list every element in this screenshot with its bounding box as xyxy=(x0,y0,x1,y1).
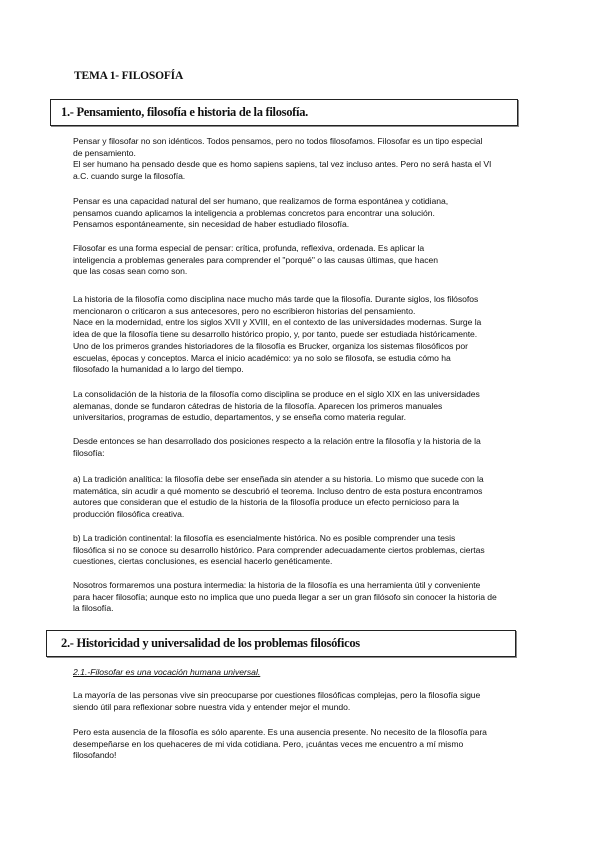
paragraph xyxy=(73,533,533,568)
paragraph xyxy=(73,436,533,459)
text-line: de pensamiento. xyxy=(73,147,136,158)
section-2-heading: 2.- Historicidad y universalidad de los problemas filosóficos xyxy=(46,630,516,657)
text-line: alemanas, donde se fundaron cátedras de historia de la filosofía. Aparecen los primeros manuales xyxy=(73,400,443,411)
text-line: cuestiones, ciertas conclusiones, es esencial hacerlo genéticamente. xyxy=(73,556,333,567)
paragraph xyxy=(73,474,533,521)
text-line: universitarios, programas de estudio, departamentos, y se enseña como materia regular. xyxy=(73,412,406,423)
text-line: idea de que la filosofía tiene su desarrollo histórico propio, y, por tanto, puede ser estudiada históricamente. xyxy=(73,329,478,340)
paragraph xyxy=(73,136,533,183)
text-line: El ser humano ha pensado desde que es homo sapiens sapiens, tal vez incluso antes. Pero no será hasta el VI xyxy=(73,159,492,170)
text-line: La mayoría de las personas vive sin preocuparse por cuestiones filosóficas complejas, pero la filosofía sigue xyxy=(73,690,481,700)
paragraph xyxy=(73,196,533,231)
text-line: que las cosas sean como son. xyxy=(73,266,188,277)
text-line: para hacer filosofía; aunque esto no implica que uno pueda llegar a ser un gran filósofo sin conocer la historia de xyxy=(73,591,497,602)
paragraph xyxy=(73,294,533,376)
text-line: escuelas, épocas y conceptos. Marca el inicio académico: ya no solo se filosofa, se estudia cómo ha xyxy=(73,352,451,363)
text-line: Pensar y filosofar no son idénticos. Todos pensamos, pero no todos filosofamos. Filosofar es un tipo especial xyxy=(73,136,483,146)
section-1-heading: 1.- Pensamiento, filosofía e historia de la filosofía. xyxy=(50,99,518,126)
text-line: La historia de la filosofía como disciplina nace mucho más tarde que la filosofía. Durante siglos, los filósofos xyxy=(73,294,479,304)
text-line: mencionaron o criticaron a sus antecesores, pero no escribieron historias del pensamiento. xyxy=(73,305,416,316)
text-line: filosófica si no se conoce su desarrollo histórico. Para comprender adecuadamente ciertos problemas, ciertas xyxy=(73,544,485,555)
text-line: autores que consideran que el estudio de la historia de la filosofía produce un efecto pernicioso para la xyxy=(73,497,460,508)
text-line: a.C. cuando surge la filosofía. xyxy=(73,171,186,182)
text-line: Pensamos espontáneamente, sin necesidad de haber estudiado filosofía. xyxy=(73,219,350,230)
text-line: pensamos cuando aplicamos la inteligencia a problemas concretos para encontrar una solución. xyxy=(73,207,435,218)
text-line: b) La tradición continental: la filosofía es esencialmente histórica. No es posible comprender una tesis xyxy=(73,533,456,543)
paragraph xyxy=(73,389,533,424)
text-line: Filosofar es una forma especial de pensar: crítica, profunda, reflexiva, ordenada. Es aplicar la xyxy=(73,243,425,253)
text-line: producción filosófica creativa. xyxy=(73,509,185,520)
paragraph xyxy=(73,727,533,762)
text-line: filosofía: xyxy=(73,447,105,458)
text-line: Uno de los primeros grandes historiadores de la filosofía es Brucker, organiza los sistemas filosóficos por xyxy=(73,340,468,351)
text-line: filosofando! xyxy=(73,750,117,761)
subsection-heading: 2.1.-Filosofar es una vocación humana universal. xyxy=(73,667,261,677)
text-line: La consolidación de la historia de la filosofía como disciplina se produce en el siglo XIX en las universidades xyxy=(73,389,480,399)
text-line: Desde entonces se han desarrollado dos posiciones respecto a la relación entre la filosofía y la historia de la xyxy=(73,436,481,446)
paragraph xyxy=(73,243,533,278)
text-line: Nosotros formaremos una postura intermedia: la historia de la filosofía es una herramienta útil y conveniente xyxy=(73,580,481,590)
paragraph xyxy=(73,690,533,713)
paragraph xyxy=(73,580,533,615)
page-title: TEMA 1- FILOSOFÍA xyxy=(74,70,184,82)
text-line: siendo útil para reflexionar sobre nuestra vida y entender mejor el mundo. xyxy=(73,701,351,712)
text-line: inteligencia a problemas generales para comprender el "porqué" o las causas últimas, que hacen xyxy=(73,254,438,265)
text-line: Nace en la modernidad, entre los siglos XVII y XVIII, en el contexto de las universidades modernas. Surge la xyxy=(73,317,482,328)
text-line: Pensar es una capacidad natural del ser humano, que realizamos de forma espontánea y cotidiana, xyxy=(73,196,449,206)
text-line: filosofado la humanidad a lo largo del tiempo. xyxy=(73,364,244,375)
text-line: a) La tradición analítica: la filosofía debe ser enseñada sin atender a su historia. Lo mismo que sucede con la xyxy=(73,474,484,484)
text-line: la filosofía. xyxy=(73,603,114,614)
text-line: matemática, sin acudir a qué momento se descubrió el teorema. Incluso dentro de esta postura encontramos xyxy=(73,485,483,496)
text-line: Pero esta ausencia de la filosofía es sólo aparente. Es una ausencia presente. No necesito de la filosofía para xyxy=(73,727,487,737)
text-line: desempeñarse en los quehaceres de mi vida cotidiana. Pero, ¡cuántas veces me encuentro a mí mismo xyxy=(73,738,464,749)
